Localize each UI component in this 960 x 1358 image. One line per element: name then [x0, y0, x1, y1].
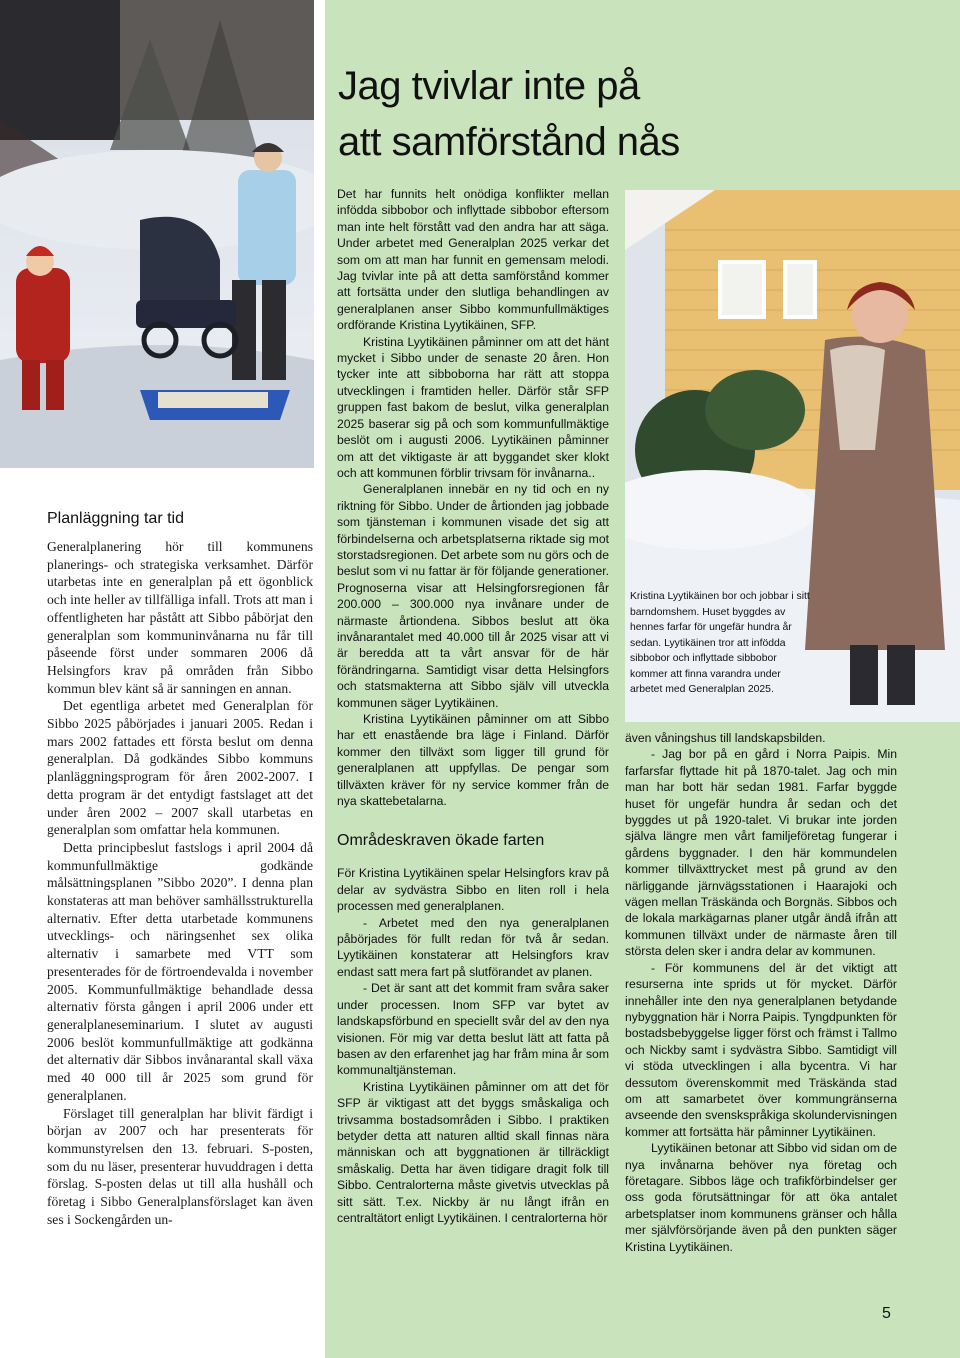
- title-line-1: Jag tvivlar inte på: [338, 64, 640, 108]
- article-paragraph: Det har funnits helt onödiga konflikter mellan infödda sibbobor och inflyttade sibbobor eftersom man inte helt förstått vad den andra har att säga. Under arbetet med Generalplan 2025 verkar det som om att man har funnit en gemensam melodi. Jag tvivlar inte på att detta samförstånd kommer att fortsätta under den slutliga behandlingen av generalplanen anser Sibbo kommunfullmäktiges ordförande Kristina Lyytikäinen, SFP.: [337, 187, 609, 333]
- article-column-right: [625, 730, 897, 1255]
- sidebar-heading: Planläggning tar tid: [47, 510, 184, 527]
- page-number: 5: [882, 1305, 891, 1322]
- article-paragraph: Lyytikäinen betonar att Sibbo vid sidan om de nya invånarna behöver nya företag och företagare. Sibbos läge och trafikförbindelser ger oss goda förutsättningar för att öka antalet arbetsplatser inom kommunens gränser och hålla mer självförsörjande även på den punkten säger Kristina Lyytikäinen.: [625, 1141, 897, 1254]
- sidebar-paragraph: Det egentliga arbetet med Generalplan för Sibbo 2025 påbörjades i januari 2005. Redan i mars 2002 fattades ett första beslut om denna generalplan. Då godkändes Sibbo kommuns planläggningsprogram för åren 2002-2007. I detta program är det entydigt fastslaget att det under åren 2002 – 2007 skall utarbetas en generalplan som omfattar hela kommunen.: [47, 698, 313, 838]
- sidebar-paragraph: Generalplanering hör till kommunens planerings- och strategiska verksamhet. Därför utarbetas inte en generalplan på ett ögonblick och inte heller av tillfälliga infall. Trots att man i offentligheten har påstått att Sibbo påbörjat den generalplan som kommuninvånarna nu får till påseende först under sommaren 2006 då Helsingfors krav på områden från Sibbo kommun blev känt så är sanningen en annan.: [47, 539, 313, 696]
- article-paragraph: Generalplanen innebär en ny tid och en ny riktning för Sibbo. Under de årtionden jag jobbade som tjänsteman i kommunen visade det sig att förbindelserna och arbetsplatserna riktade sig mot storstadsregionen. Det arbete som nu görs och de beslut som vi nu fattar är för följande generationer. Prognoserna visar att Helsingforsregionen får 200.000 – 300.000 nya invånare under de närmaste årtiondena. Sibbos beslut att öka invånarantalet med 40.000 till år 2025 visar att vi är beredda att ta vårt ansvar för de här förändringarna. Samtidigt visar detta Helsingfors och statsmakterna att Sibbo själv vill utveckla kommunen säger Lyytikäinen.: [337, 482, 609, 710]
- article-subheading: Områdeskraven ökade farten: [337, 832, 545, 850]
- article-column-middle: [337, 186, 609, 1226]
- article-paragraph: För Kristina Lyytikäinen spelar Helsingfors krav på delar av sydvästra Sibbo en liten roll i hela processen med generalplanen.: [337, 866, 609, 914]
- sidebar-paragraph: Förslaget till generalplan har blivit färdigt i början av 2007 och har presenterats för kommunstyrelsen den 13. februari. S-posten, som du nu läser, presenterar huvuddragen i detta förslag. S-posten delas ut till alla hushåll och företag i Sibbo Generalplansförslaget kan även ses i Sockengården un-: [47, 1105, 313, 1227]
- article-paragraph: - Det är sant att det kommit fram svåra saker under processen. Inom SFP var bytet av landskapsförbund en speciellt svår del av den nya visionen. För mig var detta beslut lätt att fatta på basen av den erfarenhet jag har fråm mina år som kommunaltjänsteman.: [337, 981, 609, 1078]
- article-paragraph: - Jag bor på en gård i Norra Paipis. Min farfarsfar flyttade hit på 1870-talet. Jag och min man har bott här sedan 1981. Farfar byggde huset för ungefär hundra år sedan och det byggdes ut på 1920-talet. Vi brukar inte jorden själva längre men vårt familjeföretag fungerar i gårdens byggnader. I den här kommundelen kommer tillväxttrycket mest på grund av den närliggande järnvägsstationen i Haarajoki och vägen mellan Träskända och Borgnäs. Sibbos och de lokala markägarnas planer utgår ändå ifrån att kommunen tillväxt under de närmaste åren till största delen sker i andra delar av kommunen.: [625, 747, 897, 959]
- photo-caption: Kristina Lyytikäinen bor och jobbar i sitt barndomshem. Huset byggdes av hennes farfar för ungefär hundra år sedan. Lyytikäinen tror att infödda sibbobor och inflyttade sibbobor kommer att finna varandra under arbetet med Generalplan 2025.: [630, 591, 810, 695]
- article-paragraph: Kristina Lyytikäinen påminner om att Sibbo har ett enastående bra läge i Finland. Därför kommer den tillväxt som ligger till grund för generalplanen att uppfyllas. De pengar som tillväxten kräver för ny service kommer från de nya skattebetalarna.: [337, 712, 609, 809]
- article-paragraph: Kristina Lyytikäinen påminner om att det hänt mycket i Sibbo under de senaste 20 åren. Hon tycker inte att sibboborna har rätt att stoppa utvecklingen i framtiden heller. Därför står SFP gruppen fast bakom de beslut, vilka generalplan 2025 baserar sig på och som kommunfullmäktige beslöt om i augusti 2006. Lyytikäinen påminner om att det viktigaste är att byggandet sker klokt och att kommunen förblir trivsam för invånarna..: [337, 334, 609, 480]
- article-title: [338, 58, 938, 170]
- sidebar-paragraph: Detta principbeslut fastslogs i april 2004 då kommunfullmäktige godkände målsättningsplanen ”Sibbo 2020”. I denna plan konstateras att man behöver samhällsstrukturella alternativ. Efter detta utarbetade kommunens utvecklings- och näringsenhet sex olika alternativ i samarbete med VTT som presenterades för de förtroendevalda i november 2005. Kommunfullmäktige behandlade dessa alternativ första gången i april 2006 under ett generalplaneseminarium. I slutet av augusti 2006 beslöt kommunfullmäktige att godkänna det alternativ där Sibbos invånarantal skall växa med 40 000 till år 2025 som grund för generalplanen.: [47, 839, 313, 1103]
- sidebar-column: [0, 0, 314, 1358]
- article-paragraph: - Arbetet med den nya generalplanen påbörjades för fullt redan för två år sedan. Lyytikäinen konstaterar att Helsingfors krav endast satt mera fart på slutförandet av planen.: [337, 915, 609, 979]
- family-winter-photo: [0, 0, 314, 468]
- title-line-2: att samförstånd nås: [338, 120, 680, 164]
- article-paragraph: Kristina Lyytikäinen påminner om att det för SFP är viktigast att det byggs småskaliga och trivsamma bostadsområden i Sibbo. I praktiken betyder detta att naturen alltid skall finnas nära människan och att byggnationen är tillräckligt småskalig. Detta har även tidigare dragit folk till Sibbo. Centralorterna måste givetvis utvecklas på sitt sätt. T.ex. Nickby är nu långt ifrån en centraltätort enligt Lyytikäinen. I centralorterna hör: [337, 1079, 609, 1225]
- article-paragraph: även våningshus till landskapsbilden.: [625, 731, 826, 745]
- sidebar-body: [47, 538, 313, 1228]
- article-paragraph: - För kommunens del är det viktigt att resurserna inte sprids ut för mycket. Därför innehåller inte den nya generalplanen betydande nybyggnation här i Norra Paipis. Tyngdpunkten för bostadsbebyggelse ligger först och främst i Tallmo och Nickby samt i sydvästra Sibbo. Samtidigt vill vi stöda utvecklingen i alla bycentra. Vi har dessutom överenskommit med Träskända stad om att samarbetet över kommungränserna avseende den svenskspråkiga skolundervisningen kommer att fortsätta här påminner Lyytikäinen.: [625, 960, 897, 1139]
